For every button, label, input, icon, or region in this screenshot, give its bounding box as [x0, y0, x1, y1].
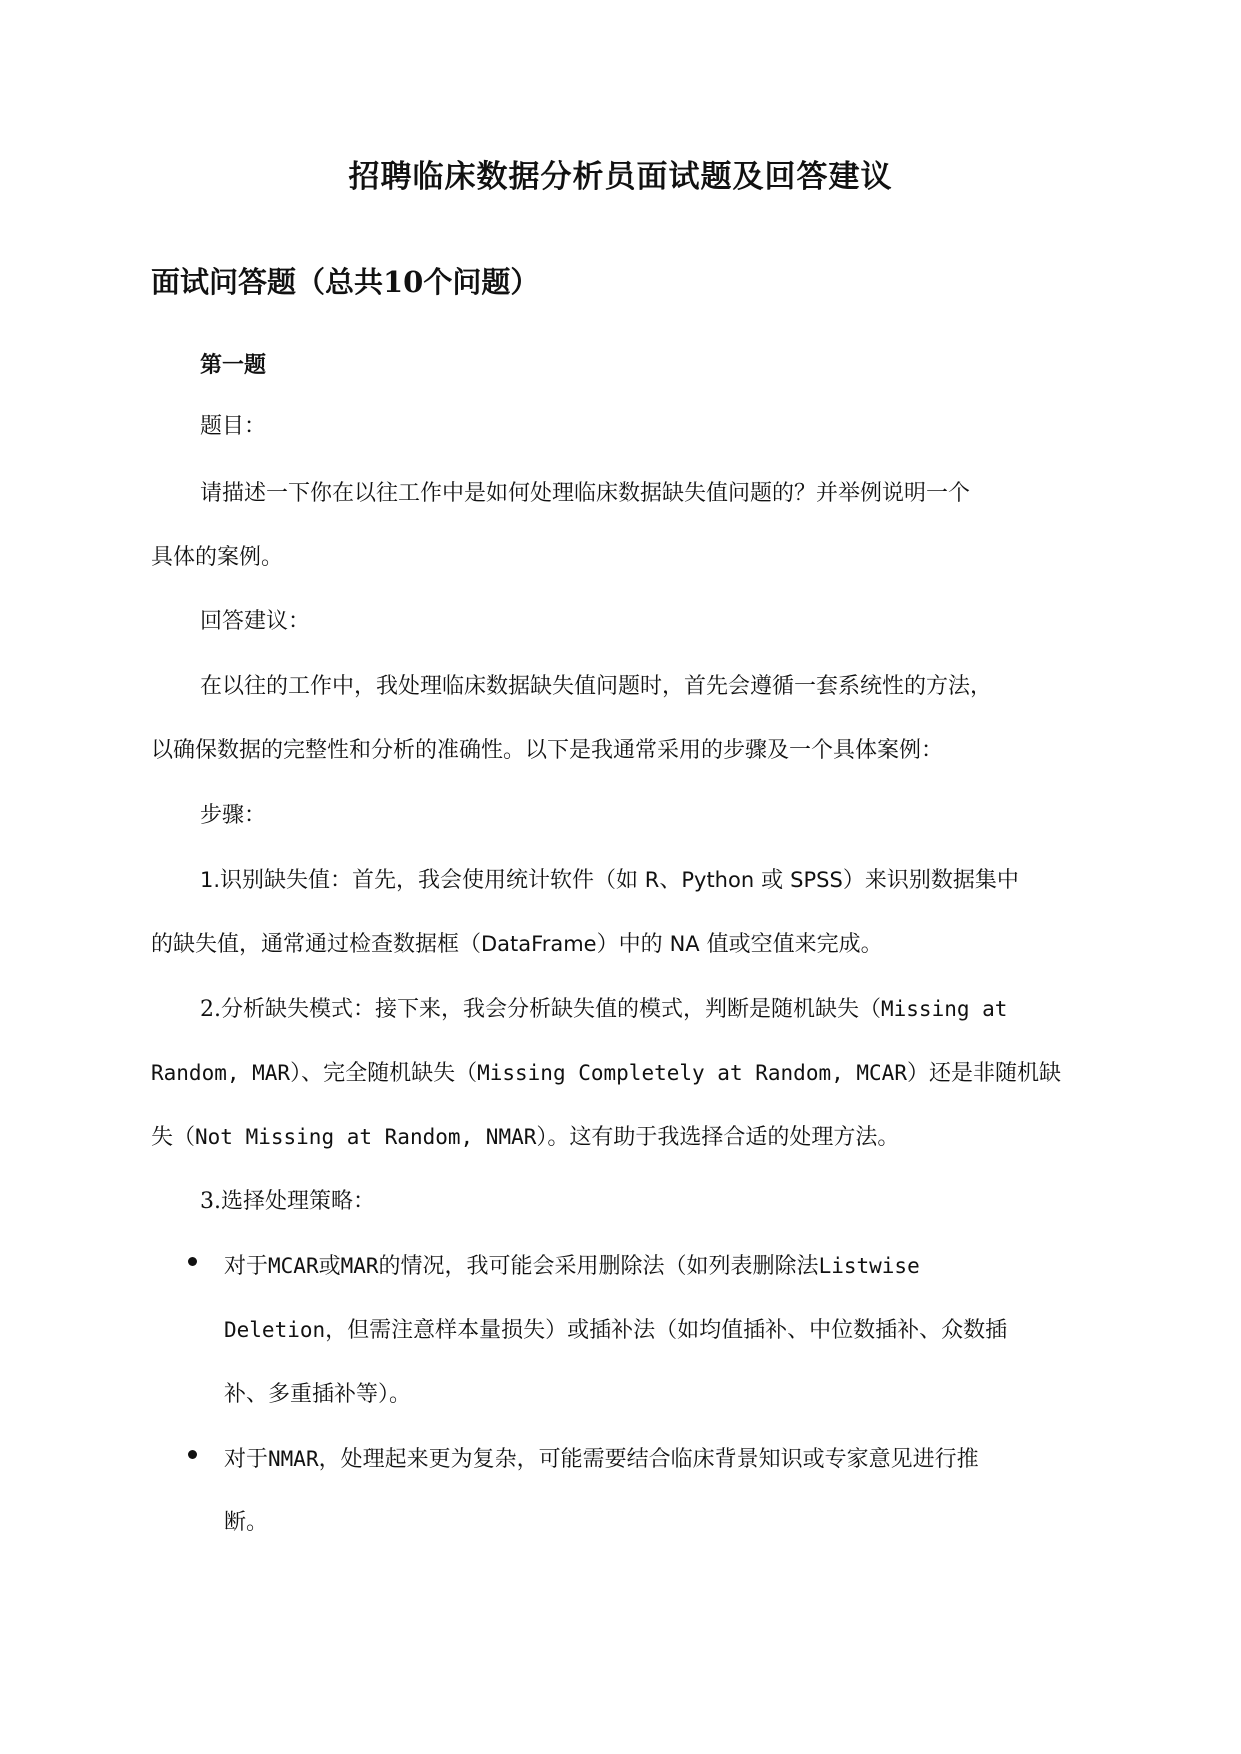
bullet-2-nmar: NMAR [268, 1447, 319, 1471]
step-1-spss: SPSS [790, 868, 843, 892]
step-2-line-2 [151, 1057, 1061, 1090]
bullet-1-deletion: Deletion [224, 1318, 326, 1342]
step-2-line-1-a: 2.分析缺失模式：接下来，我会分析缺失值的模式，判断是随机缺失（ [200, 997, 881, 1022]
bullet-2-c: ，处理起来更为复杂，可能需要结合临床背景知识或专家意见进行推 [318, 1447, 979, 1472]
question-heading: 第一题 [200, 352, 267, 378]
bullet-1-mcar: MCAR [268, 1254, 319, 1278]
step-2-line-2-d: ）还是非随机缺 [906, 1061, 1061, 1086]
step-2-line-2-b: ）、完全随机缺失（ [290, 1061, 478, 1086]
step-1-dataframe: DataFrame [481, 932, 597, 956]
bullet-1-mar: MAR [340, 1254, 379, 1278]
bullet-1-listwise: Listwise [818, 1254, 920, 1278]
step-1-line-1 [200, 864, 1019, 897]
step-2-line-3-c: ）。这有助于我选择合适的处理方法。 [536, 1125, 900, 1150]
step-1-text-a: 识别缺失值：首先，我会使用统计软件（如 [220, 868, 639, 893]
step-2-missing-at: Missing at [881, 997, 1008, 1021]
answer-text-line-2: 以确保数据的完整性和分析的准确性。以下是我通常采用的步骤及一个具体案例： [151, 738, 944, 763]
question-label: 题目： [200, 414, 267, 439]
step-1-sep: 、 [659, 868, 682, 893]
step-1-text-b: ）来识别数据集中 [842, 868, 1019, 893]
bullet-2-a: 对于 [224, 1447, 269, 1472]
bullet-1-c: 或 [318, 1254, 341, 1279]
question-text-line-2: 具体的案例。 [151, 545, 284, 570]
bullet-1-line-2 [224, 1314, 1007, 1347]
step-1-na: NA [669, 932, 700, 956]
steps-label: 步骤： [200, 803, 267, 828]
question-text-line-1: 请描述一下你在以往工作中是如何处理临床数据缺失值问题的？并举例说明一个 [200, 481, 971, 506]
bullet-icon [188, 1450, 197, 1459]
step-1-line-2-e: 值或空值来完成。 [699, 932, 883, 957]
bullet-icon [188, 1257, 197, 1266]
step-2-mar: Random, MAR [151, 1061, 291, 1085]
bullet-1-line-1 [224, 1250, 920, 1283]
step-1-line-2 [151, 928, 883, 961]
bullet-2-line-1 [224, 1443, 979, 1476]
answer-label: 回答建议： [200, 609, 311, 634]
bullet-2-line-2: 断。 [224, 1510, 269, 1535]
step-3-label: 3.选择处理策略： [200, 1189, 375, 1214]
step-1-number: 1. [200, 868, 221, 892]
step-1-r: R [638, 868, 660, 892]
bullet-1-line-3: 补、多重插补等）。 [224, 1382, 412, 1407]
bullet-1-a: 对于 [224, 1254, 269, 1279]
step-1-python: Python [681, 868, 755, 892]
step-2-line-3 [151, 1121, 899, 1154]
step-1-line-2-a: 的缺失值，通常通过检查数据框（ [151, 932, 482, 957]
step-2-mcar: Missing Completely at Random, MCAR [477, 1061, 907, 1085]
step-2-nmar: Not Missing at Random, NMAR [195, 1125, 537, 1149]
step-1-line-2-c: ）中的 [596, 932, 670, 957]
step-1-or: 或 [754, 868, 791, 893]
step-2-line-3-a: 失（ [151, 1125, 196, 1150]
bullet-1-e: 的情况，我可能会采用删除法（如列表删除法 [378, 1254, 819, 1279]
step-2-line-1 [200, 993, 1007, 1026]
section-heading: 面试问答题（总共10个问题） [151, 265, 540, 299]
document-title: 招聘临床数据分析员面试题及回答建议 [348, 159, 893, 195]
answer-text-line-1: 在以往的工作中，我处理临床数据缺失值问题时，首先会遵循一套系统性的方法， [200, 674, 993, 699]
bullet-1-line-2-b: ，但需注意样本量损失）或插补法（如均值插补、中位数插补、众数插 [325, 1318, 1008, 1343]
